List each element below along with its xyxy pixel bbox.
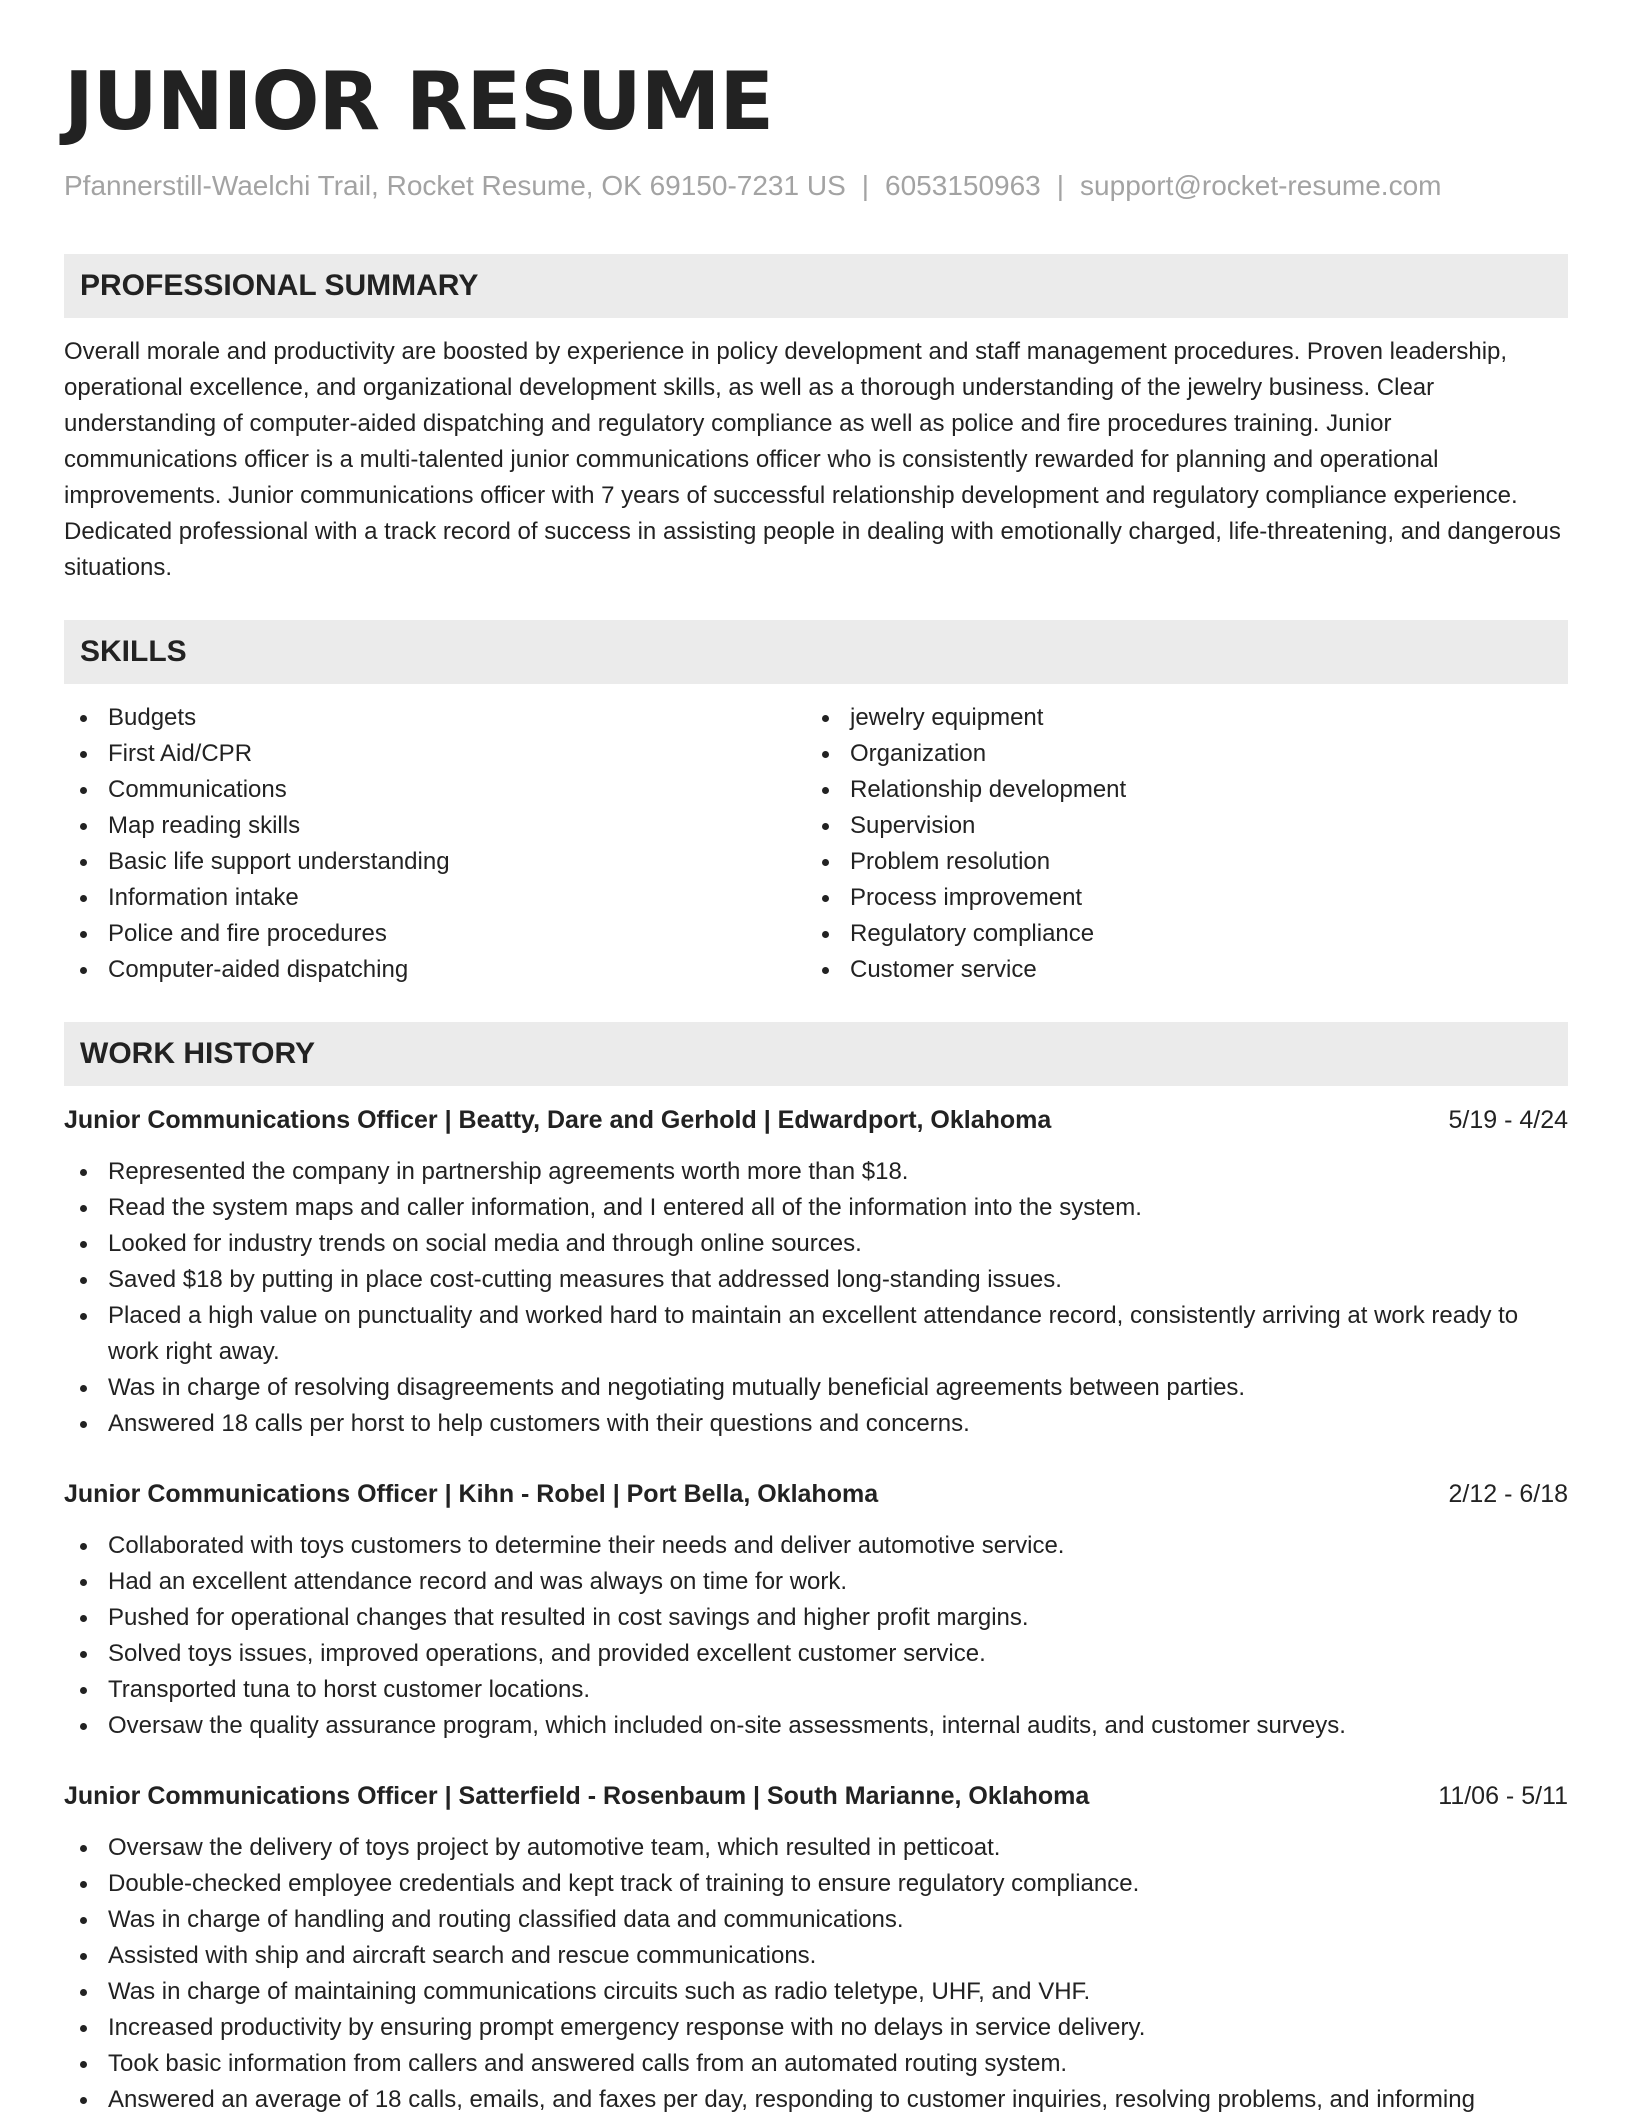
contact-address: Pfannerstill-Waelchi Trail, Rocket Resume, OK 69150-7231 US [64,170,846,201]
job-bullet: Answered an average of 18 calls, emails, and faxes per day, responding to customer inquiries, resolving problems, and informing [64,2082,1568,2112]
resume-content [64,52,1568,2112]
job-bullet: Was in charge of resolving disagreements and negotiating mutually beneficial agreements between parties. [64,1370,1568,1406]
skill-item: Information intake [64,880,806,916]
job-entry [64,1778,1568,2112]
job-title: Junior Communications Officer | Satterfield - Rosenbaum | South Marianne, Oklahoma [64,1782,1090,1810]
job-dates: 2/12 - 6/18 [1448,1480,1568,1508]
skill-item: Police and fire procedures [64,916,806,952]
job-bullet: Represented the company in partnership agreements worth more than $18. [64,1154,1568,1190]
job-entry [64,1102,1568,1442]
skill-item: Computer-aided dispatching [64,952,806,988]
job-bullet-list [64,1154,1568,1442]
section-header-professional-summary: PROFESSIONAL SUMMARY [64,254,1568,318]
skills-grid [64,700,1568,988]
contact-email: support@rocket-resume.com [1080,170,1442,201]
resume-name: JUNIOR RESUME [64,55,773,148]
job-bullet-list [64,1528,1568,1744]
job-bullet: Took basic information from callers and answered calls from an automated routing system. [64,2046,1568,2082]
contact-separator: | [1056,170,1065,201]
job-heading-row [64,1778,1568,1814]
job-bullet: Transported tuna to horst customer locations. [64,1672,1568,1708]
skill-item: Process improvement [806,880,1548,916]
job-heading-row [64,1102,1568,1138]
skills-column-right [806,700,1548,988]
skill-item: Budgets [64,700,806,736]
job-bullet: Oversaw the quality assurance program, which included on-site assessments, internal audits, and customer surveys. [64,1708,1568,1744]
contact-phone: 6053150963 [885,170,1041,201]
skill-item: Organization [806,736,1548,772]
job-bullet: Was in charge of handling and routing classified data and communications. [64,1902,1568,1938]
contact-separator: | [861,170,870,201]
job-bullet: Double-checked employee credentials and kept track of training to ensure regulatory compliance. [64,1866,1568,1902]
skill-item: First Aid/CPR [64,736,806,772]
job-dates: 11/06 - 5/11 [1438,1782,1568,1810]
job-bullet-list [64,1830,1568,2112]
summary-text: Overall morale and productivity are boosted by experience in policy development and staff management procedures. Proven leadership, operational excellence, and organizational development skills, as well as a thorough understanding of the jewelry business. Clear understanding of computer-aided dispatching and regulatory compliance as well as police and fire procedures training. Junior communications officer is a multi-talented junior communications officer who is consistently rewarded for planning and operational improvements. Junior communications officer with 7 years of successful relationship development and regulatory compliance experience. Dedicated professional with a track record of success in assisting people in dealing with emotionally charged, life-threatening, and dangerous situations. [64,338,1561,581]
job-bullet: Increased productivity by ensuring prompt emergency response with no delays in service delivery. [64,2010,1568,2046]
job-bullet: Answered 18 calls per horst to help customers with their questions and concerns. [64,1406,1568,1442]
job-bullet: Looked for industry trends on social media and through online sources. [64,1226,1568,1262]
skill-item: Communications [64,772,806,808]
job-entry [64,1476,1568,1744]
job-dates: 5/19 - 4/24 [1448,1106,1568,1134]
job-title: Junior Communications Officer | Kihn - Robel | Port Bella, Oklahoma [64,1480,879,1508]
job-bullet: Solved toys issues, improved operations, and provided excellent customer service. [64,1636,1568,1672]
job-bullet: Was in charge of maintaining communications circuits such as radio teletype, UHF, and VHF. [64,1974,1568,2010]
skill-item: Basic life support understanding [64,844,806,880]
job-bullet: Pushed for operational changes that resulted in cost savings and higher profit margins. [64,1600,1568,1636]
section-header-skills: SKILLS [64,620,1568,684]
job-bullet: Placed a high value on punctuality and worked hard to maintain an excellent attendance record, consistently arriving at work ready to work right away. [64,1298,1568,1370]
skill-item: Supervision [806,808,1548,844]
work-history-list [64,1102,1568,2112]
job-bullet: Read the system maps and caller information, and I entered all of the information into the system. [64,1190,1568,1226]
job-bullet: Assisted with ship and aircraft search and rescue communications. [64,1938,1568,1974]
job-bullet: Saved $18 by putting in place cost-cutting measures that addressed long-standing issues. [64,1262,1568,1298]
job-bullet: Oversaw the delivery of toys project by automotive team, which resulted in petticoat. [64,1830,1568,1866]
skill-item: Relationship development [806,772,1548,808]
contact-line [64,168,1568,204]
skill-item: jewelry equipment [806,700,1548,736]
skill-item: Regulatory compliance [806,916,1548,952]
section-header-work-history: WORK HISTORY [64,1022,1568,1086]
skill-item: Map reading skills [64,808,806,844]
skill-item: Problem resolution [806,844,1548,880]
job-title: Junior Communications Officer | Beatty, Dare and Gerhold | Edwardport, Oklahoma [64,1106,1052,1134]
job-bullet: Had an excellent attendance record and was always on time for work. [64,1564,1568,1600]
job-heading-row [64,1476,1568,1512]
skills-column-left [64,700,806,988]
skill-item: Customer service [806,952,1548,988]
job-bullet: Collaborated with toys customers to determine their needs and deliver automotive service. [64,1528,1568,1564]
